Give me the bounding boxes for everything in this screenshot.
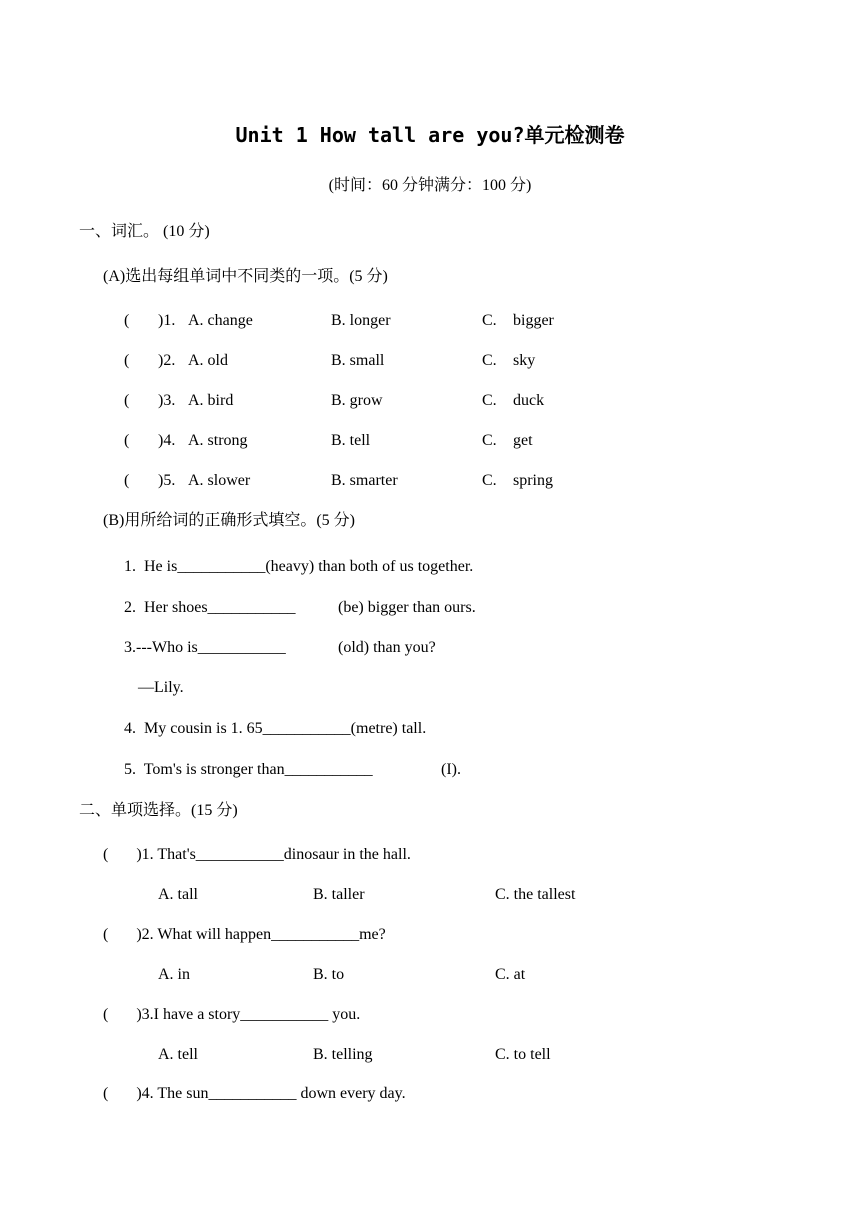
answer-paren: ( xyxy=(124,352,130,369)
mc-question-stem: ( )3.I have a story___________ you. xyxy=(103,1006,361,1023)
fill-blank-hint: (be) bigger than ours. xyxy=(338,599,476,616)
option-a: A. change xyxy=(188,312,253,329)
option-a: A. slower xyxy=(188,472,251,489)
mc-option-a: A. in xyxy=(158,966,190,983)
option-c-word: get xyxy=(513,432,533,449)
option-c-word: sky xyxy=(513,352,536,369)
question-number: )2. xyxy=(158,352,176,369)
page-title: Unit 1 How tall are you?单元检测卷 xyxy=(235,123,625,147)
option-c-word: duck xyxy=(513,392,545,409)
fill-blank-item: 3.---Who is___________ xyxy=(124,639,286,656)
part-a-heading: (A)选出每组单词中不同类的一项。(5 分) xyxy=(103,268,388,285)
question-number: )3. xyxy=(158,392,176,409)
option-c-label: C. xyxy=(482,472,497,489)
option-c-word: spring xyxy=(513,472,553,489)
part-b-heading: (B)用所给词的正确形式填空。(5 分) xyxy=(103,512,355,529)
question-number: )1. xyxy=(158,312,176,329)
mc-option-a: A. tell xyxy=(158,1046,198,1063)
section-2-heading: 二、单项选择。(15 分) xyxy=(79,802,238,819)
mc-option-c: C. at xyxy=(495,966,526,983)
mc-option-b: B. telling xyxy=(313,1046,373,1063)
answer-paren: ( xyxy=(124,312,130,329)
option-a: A. bird xyxy=(188,392,234,409)
mc-question-stem: ( )4. The sun___________ down every day. xyxy=(103,1085,406,1102)
option-b: B. longer xyxy=(331,312,391,329)
option-c-label: C. xyxy=(482,392,497,409)
fill-blank-item: 5. Tom's is stronger than___________ xyxy=(124,761,373,778)
answer-paren: ( xyxy=(124,432,130,449)
mc-option-b: B. to xyxy=(313,966,345,983)
option-c-word: bigger xyxy=(513,312,554,329)
section-1-heading: 一、词汇。 (10 分) xyxy=(79,223,210,240)
question-number: )4. xyxy=(158,432,176,449)
question-number: )5. xyxy=(158,472,176,489)
option-b: B. smarter xyxy=(331,472,398,489)
mc-option-b: B. taller xyxy=(313,886,365,903)
fill-blank-item: 2. Her shoes___________ xyxy=(124,599,296,616)
mc-option-c: C. to tell xyxy=(495,1046,551,1063)
answer-paren: ( xyxy=(124,392,130,409)
dialog-answer: —Lily. xyxy=(138,679,184,696)
time-score-note: (时间：60 分钟满分：100 分) xyxy=(328,177,532,194)
mc-option-c: C. the tallest xyxy=(495,886,576,903)
fill-blank-item: 4. My cousin is 1. 65___________(metre) tall. xyxy=(124,720,427,737)
mc-question-stem: ( )1. That's___________dinosaur in the hall. xyxy=(103,846,411,863)
option-b: B. grow xyxy=(331,392,383,409)
option-b: B. tell xyxy=(331,432,371,449)
option-c-label: C. xyxy=(482,312,497,329)
mc-option-a: A. tall xyxy=(158,886,198,903)
answer-paren: ( xyxy=(124,472,130,489)
mc-question-stem: ( )2. What will happen___________me? xyxy=(103,926,386,943)
option-c-label: C. xyxy=(482,352,497,369)
fill-blank-hint: (old) than you? xyxy=(338,639,436,656)
option-a: A. old xyxy=(188,352,228,369)
option-c-label: C. xyxy=(482,432,497,449)
option-a: A. strong xyxy=(188,432,248,449)
option-b: B. small xyxy=(331,352,385,369)
fill-blank-hint: (I). xyxy=(441,761,461,778)
fill-blank-item: 1. He is___________(heavy) than both of us together. xyxy=(124,558,474,575)
